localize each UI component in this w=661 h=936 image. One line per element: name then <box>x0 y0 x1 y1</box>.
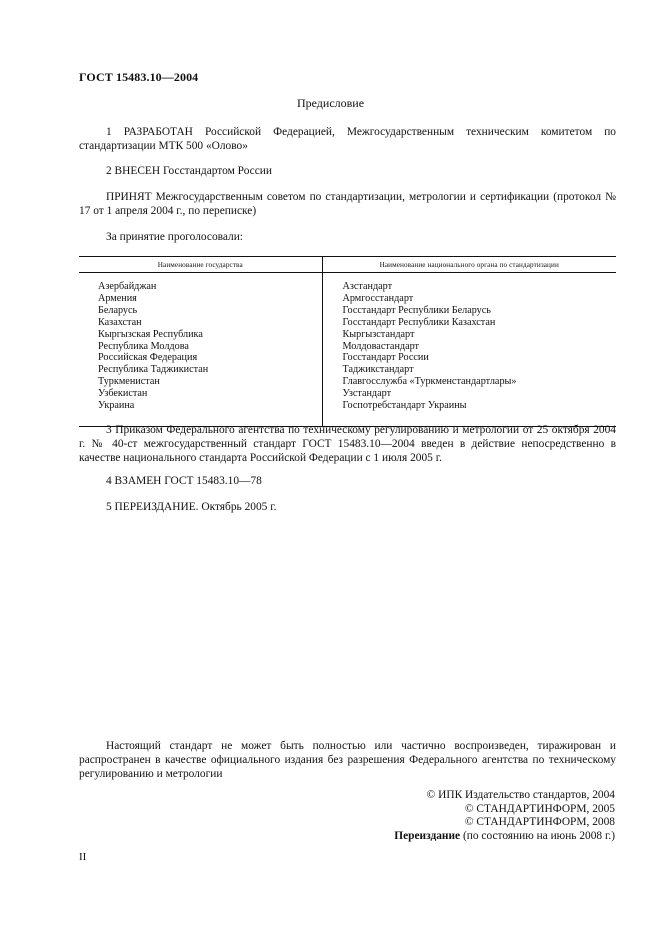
reissue-line <box>394 830 615 844</box>
national-body-name: Госпотребстандарт Украины <box>342 400 467 412</box>
table-header-national-body: Наименование национального органа по стандартизации <box>322 257 616 273</box>
voting-table <box>79 256 616 427</box>
copyright-line-2005: © СТАНДАРТИНФОРМ, 2005 <box>464 802 615 815</box>
paragraph-adopted-by: ПРИНЯТ Межгосударственным советом по стандартизации, метрологии и сертификации (протокол № 17 от 1 апреля 2004 г., по переписке) <box>79 191 616 217</box>
national-body-name: Таджикстандарт <box>342 364 414 376</box>
state-name: Узбекистан <box>98 388 148 400</box>
page-title: Предисловие <box>296 96 365 110</box>
table-header-row <box>79 257 616 273</box>
state-name: Республика Молдова <box>98 340 189 352</box>
national-body-name: Госстандарт Республики Казахстан <box>342 316 496 328</box>
paragraph-order: 3 Приказом Федерального агентства по техническому регулированию и метрологии от 25 октября 2004 г. № 40-ст межгосударственный стандарт ГОСТ 15483.10—2004 введен в действие непосредственно в качестве национального стандарта Российской Федерации с 1 июля 2005 г. <box>79 424 616 464</box>
copyright-line-2004: © ИПК Издательство стандартов, 2004 <box>426 789 615 801</box>
reissue-note: (по состоянию на июнь 2008 г.) <box>460 829 615 842</box>
copyright-block <box>394 789 615 843</box>
national-body-name: Азстандарт <box>342 281 393 292</box>
state-name: Кыргызская Республика <box>98 328 203 340</box>
national-body-name: Кыргызстандарт <box>342 328 415 340</box>
state-name: Республика Таджикистан <box>98 364 209 376</box>
table-body-row <box>79 273 616 427</box>
table-header-state: Наименование государства <box>79 257 322 273</box>
states-column <box>79 273 322 427</box>
national-body-name: Госстандарт России <box>342 352 429 364</box>
paragraph-developed-by: 1 РАЗРАБОТАН Российской Федерацией, Межгосударственным техническим комитетом по стандартизации МТК 500 «Олово» <box>79 126 616 152</box>
national-body-name: Госстандарт Республики Беларусь <box>342 304 491 316</box>
state-name: Армения <box>98 292 137 304</box>
paragraph-replaces: 4 ВЗАМЕН ГОСТ 15483.10—78 <box>106 475 262 487</box>
paragraph-voted-for: За принятие проголосовали: <box>106 231 243 243</box>
copyright-notice: Настоящий стандарт не может быть полностью или частично воспроизведен, тиражирован и распространен в качестве официального издания без разрешения Федерального агентства по техническому регулированию и метрологии <box>79 740 616 780</box>
state-name: Российская Федерация <box>98 352 198 364</box>
paragraph-introduced-by: 2 ВНЕСЕН Госстандартом России <box>106 165 272 177</box>
paragraph-reissue: 5 ПЕРЕИЗДАНИЕ. Октябрь 2005 г. <box>106 501 277 513</box>
reissue-label: Переиздание <box>394 829 461 842</box>
national-body-name: Узстандарт <box>342 388 392 400</box>
national-body-name: Молдовастандарт <box>342 340 420 352</box>
state-name: Азербайджан <box>98 281 157 292</box>
state-name: Украина <box>98 400 135 412</box>
page-number: II <box>79 851 87 863</box>
copyright-line-2008: © СТАНДАРТИНФОРМ, 2008 <box>464 816 615 829</box>
national-body-name: Армгосстандарт <box>342 292 414 304</box>
standard-code-header: ГОСТ 15483.10—2004 <box>79 70 199 84</box>
state-name: Беларусь <box>98 304 138 316</box>
state-name: Казахстан <box>98 316 142 328</box>
state-name: Туркменистан <box>98 376 160 388</box>
national-bodies-column <box>322 273 616 427</box>
national-body-name: Главгосслужба «Туркменстандартлары» <box>342 376 517 388</box>
